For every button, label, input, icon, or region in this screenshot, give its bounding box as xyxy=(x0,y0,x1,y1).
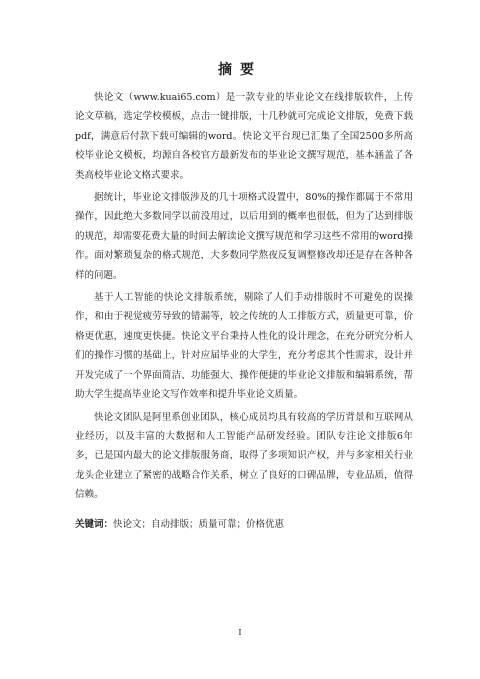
paragraph-3: 基于人工智能的快论文排版系统，剔除了人们手动排版时不可避免的误操作，和由于视觉疲劳导致的错漏等，较之传统的人工排版方式，质量更可靠，价格更优惠，速度更快捷。快论文平台秉持人性化的设计理念，在充分研究分析人们的操作习惯的基础上，针对应届毕业的大学生，充分考虑其个性需求，设计并开发完成了一个界面简洁、功能强大、操作便捷的毕业论文排版和编辑系统，帮助大学生提高毕业论文写作效率和提升毕业论文质量。 xyxy=(75,292,413,401)
page-number: I xyxy=(238,628,242,637)
keywords-line xyxy=(75,515,413,534)
keywords-text: 快论文；自动排版；质量可靠；价格优惠 xyxy=(113,518,285,530)
abstract-body xyxy=(75,88,413,534)
paragraph-4: 快论文团队是阿里系创业团队，核心成员均具有较高的学历背景和互联网从业经历，以及丰富的大数据和人工智能产品研发经验。团队专注论文排版6年多，已是国内最大的论文排版服务商，取得了多项知识产权，并与多家相关行业龙头企业建立了紧密的战略合作关系，树立了良好的口碑品牌，专业品质，值得信赖。 xyxy=(75,411,413,501)
paragraph-2: 据统计，毕业论文排版涉及的几十项格式设置中，80%的操作都属于不常用操作，因此绝大多数同学以前没用过，以后用到的概率也很低，但为了达到排版的规范，却需要花费大量的时间去解读论文撰写规范和学习这些不常用的word操作。面对繁琐复杂的格式规范，大多数同学熬夜反复调整修改却还是存在各种各样的问题。 xyxy=(75,192,413,281)
paragraph-1: 快论文（www.kuai65.com）是一款专业的毕业论文在线排版软件，上传论文草稿，选定学校模板，点击一键排版，十几秒就可完成论文排版，免费下载pdf，满意后付款下载可编辑的word。快论文平台现已汇集了全国2500多所高校毕业论文模板，均源自各校官方最新发布的毕业论文撰写规范，基本涵盖了各类高校毕业论文格式要求。 xyxy=(75,92,413,181)
keywords-label: 关键词： xyxy=(75,518,114,530)
page-title: 摘要 xyxy=(218,62,262,78)
